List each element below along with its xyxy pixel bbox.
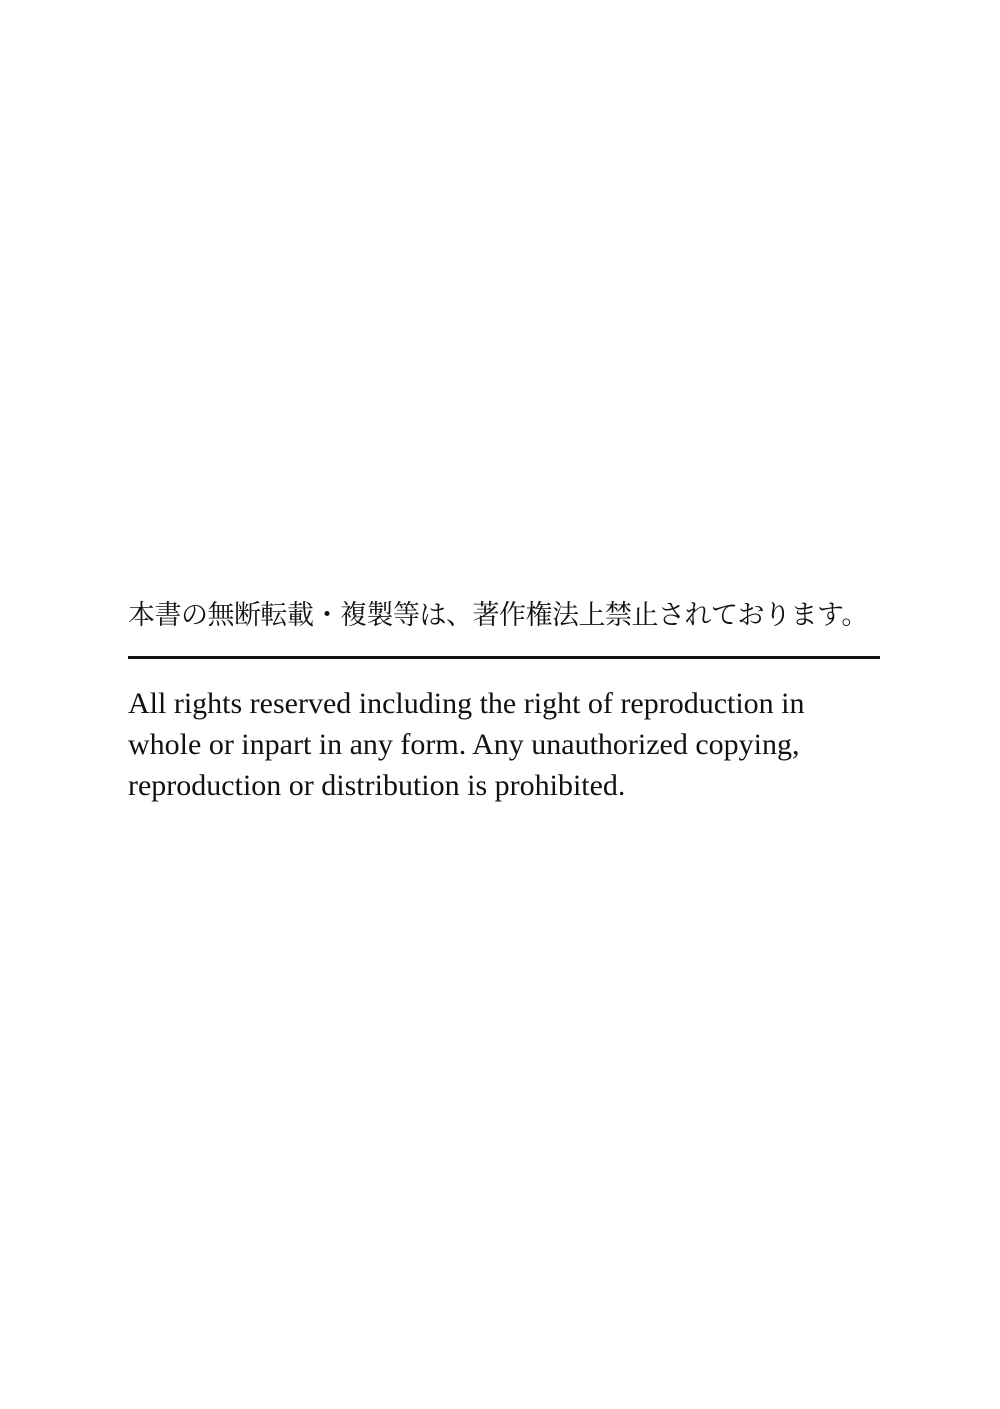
copyright-notice-block (128, 596, 880, 806)
horizontal-rule-divider (128, 656, 880, 659)
copyright-notice-japanese: 本書の無断転載・複製等は、著作権法上禁止されております。 (128, 600, 868, 631)
copyright-notice-english: All rights reserved including the right of reproduction in whole or inpart in any form. Any unauthorized copying, reproduction or distribution is prohibited. (128, 687, 805, 802)
